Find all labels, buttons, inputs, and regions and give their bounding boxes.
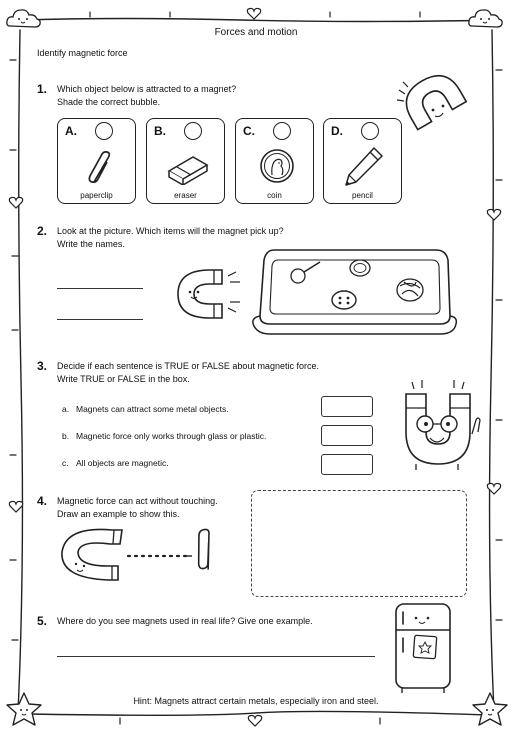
question-instruction: Shade the correct bubble. [57,97,161,107]
heart-icon [247,714,263,728]
option-label: eraser [174,191,197,200]
question-number: 4. [37,494,48,508]
true-false-box[interactable] [321,454,373,475]
option-letter: C. [243,124,255,138]
magnet-attraction-diagram-icon [52,522,232,586]
answer-bubble[interactable] [184,122,202,140]
true-false-box[interactable] [321,396,373,417]
statement-letter: c. [62,458,69,468]
fridge-icon [390,600,466,696]
heart-icon [486,208,502,222]
question-number: 3. [37,359,48,373]
question-instruction: Draw an example to show this. [57,509,180,519]
option-letter: D. [331,124,343,138]
statement-text: All objects are magnetic. [76,458,169,468]
question-text: Which object below is attracted to a magnet? [57,84,237,94]
heart-icon [246,7,262,21]
answer-bubble[interactable] [361,122,379,140]
statement-text: Magnetic force only works through glass or plastic. [76,431,267,441]
statement-text: Magnets can attract some metal objects. [76,404,229,414]
magnet-character-icon [392,376,488,472]
paperclip-icon [84,149,114,185]
option-card-a[interactable] [57,118,136,204]
option-letter: A. [65,124,77,138]
drawing-area[interactable] [251,490,467,597]
question-text: Magnetic force can act without touching. [57,496,218,506]
option-card-c[interactable] [235,118,314,204]
option-card-d[interactable] [323,118,402,204]
tray-with-objects-icon [250,246,460,338]
question-number: 1. [37,82,48,96]
answer-line[interactable] [57,656,375,657]
true-false-box[interactable] [321,425,373,446]
option-label: pencil [352,191,373,200]
option-letter: B. [154,124,166,138]
question-text: Look at the picture. Which items will the magnet pick up? [57,226,284,236]
pencil-icon [342,145,386,189]
question-text: Decide if each sentence is TRUE or FALSE about magnetic force. [57,361,319,371]
answer-line[interactable] [57,288,143,289]
question-text: Where do you see magnets used in real life? Give one example. [57,616,313,626]
magnet-character-icon [170,262,246,324]
worksheet-subtitle: Identify magnetic force [37,48,128,58]
option-label: paperclip [80,191,113,200]
question-number: 5. [37,614,48,628]
question-number: 2. [37,224,48,238]
coin-icon [258,147,296,185]
question-instruction: Write the names. [57,239,125,249]
page-title: Forces and motion [214,27,298,38]
heart-icon [8,196,24,210]
hint-text: Hint: Magnets attract certain metals, especially iron and steel. [133,696,379,706]
answer-line[interactable] [57,319,143,320]
heart-icon [8,500,24,514]
option-label: coin [267,191,282,200]
answer-bubble[interactable] [273,122,291,140]
heart-icon [486,482,502,496]
eraser-icon [165,151,211,185]
magnet-character-icon [395,70,475,140]
answer-bubble[interactable] [95,122,113,140]
statement-letter: a. [62,404,70,414]
question-instruction: Write TRUE or FALSE in the box. [57,374,190,384]
statement-letter: b. [62,431,70,441]
option-card-b[interactable] [146,118,225,204]
